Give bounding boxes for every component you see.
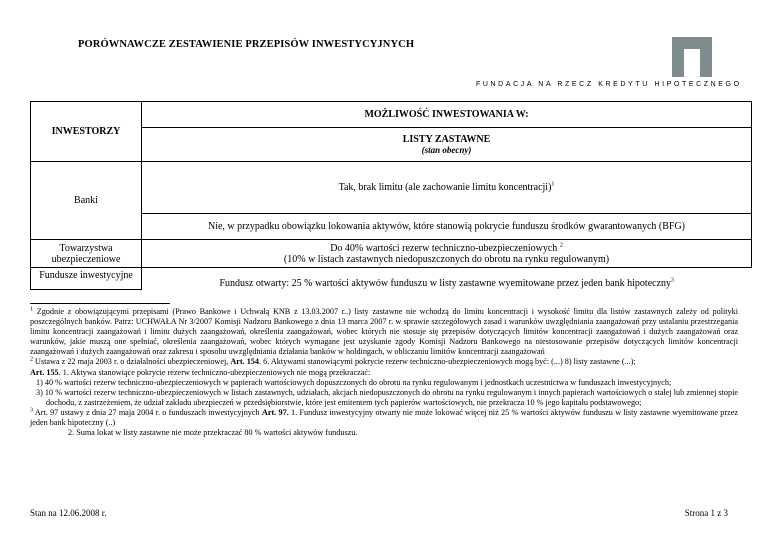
- footnote-ref-2: 2: [559, 242, 563, 249]
- row-banks-bfg-cell: [142, 214, 752, 240]
- row-banks-text: Tak, brak limitu (ale zachowanie limitu koncentracji): [338, 182, 552, 193]
- footnotes: [30, 307, 738, 438]
- footnote-3-item-2: 2. Suma lokat w listy zastawne nie może przekraczać 80 % wartości aktywów funduszu.: [68, 428, 358, 438]
- subheader-note: (stan obecny): [421, 145, 472, 155]
- subheader-cell: [142, 128, 752, 162]
- investor-banks-label: Banki: [74, 195, 98, 206]
- investor-banks: [31, 162, 142, 240]
- row-banks-bfg-text: Nie, w przypadku obowiązku lokowania aktywów, które stanowią pokrycie funduszu środków gwarantowanych (BFG): [207, 221, 685, 232]
- logo-icon: [672, 37, 712, 77]
- logo-text: FUNDACJA NA RZECZ KREDYTU HIPOTECZNEGO: [476, 81, 742, 88]
- footnote-ref-1: 1: [551, 181, 555, 188]
- col-header-possibility: MOŻLIWOŚĆ INWESTOWANIA W:: [142, 102, 752, 128]
- footnote-2-item-1: 1) 40 % wartości rezerw techniczno-ubezpieczeniowych w papierach wartościowych dopuszczonych do obrotu na rynku regulowanym i jednostkach uczestnictwa w funduszach inwestycyjnych;: [36, 377, 672, 387]
- row-banks-text-cell: [142, 162, 752, 214]
- footnote-separator: [30, 303, 170, 304]
- subheader: LISTY ZASTAWNE: [402, 134, 491, 145]
- investor-funds-label: Fundusze inwestycyjne: [39, 270, 133, 281]
- footnote-2-item-3: 3) 10 % wartości rezerw techniczno-ubezpieczeniowych w listach zastawnych, udziałach, akcjach niedopuszczonych do obrotu na rynku regulowanym i innych papierach wartościowych o stałej lub zmiennej stopie dochodu, z zastrzeżeniem, że udział zakładu ubezpieczeń w przedsiębiorstwie, które jest emitentem tych papierów wartościowych, nie przekracza 10 % jego kapitału podstawowego;: [36, 387, 738, 407]
- footer-page-number: Strona 1 z 3: [684, 508, 728, 518]
- row-insurers-text2: (10% w listach zastawnych niedopuszczonych do obrotu na rynku regulowanym): [283, 253, 610, 265]
- footnote-ref-3: 3: [671, 277, 675, 284]
- footnote-3: $^3$ Art. 97 ustawy z dnia 27 maja 2004 r. o funduszach inwestycyjnych Art. 97. 1. Fundusz inwestycyjny otwarty nie może lokować więcej niż 25 % wartości aktywów funduszu w listy zastawne wyemitowane przez jeden bank hipoteczny (..): [30, 407, 738, 428]
- investor-funds: [31, 268, 142, 290]
- row-insurers-text: Do 40% wartości rezerw techniczno-ubezpieczeniowych: [330, 242, 558, 254]
- investor-insurers-label: Towarzystwa ubezpieczeniowe: [51, 242, 121, 265]
- footnote-1: $^1$ Zgodnie z obowiązującymi przepisami (Prawo Bankowe i Uchwałą KNB z 13.03.2007 r..) listy zastawne nie wchodzą do limitu koncentracji i wysokość limitu dla listów zastawnych zależy od polityki poszczególnych banków. Patrz: UCHWAŁA Nr 3/2007 Komisji Nadzoru Bankowego z dnia 13 marca 2007 r. w sprawie szczegółowych zasad i warunków uwzględniania zaangażowań przy ustalaniu przestrzegania limitu koncentracji zaangażowań i limitu dużych zaangażowań, określenia zaangażowań, wobec których nie stosuje się przepisów dotyczących limitów koncentracji zaangażowań i dużych zaangażowań oraz warunków, jakie muszą one spełniać, określenia zaangażowań, wobec których wymagane jest uzyskanie zgody Komisji Nadzoru Bankowego na niestosowanie przepisów dotyczących limitów koncentracji zaangażowań i dużych zaangażowań oraz zakresu i sposobu uwzględniania działania banków w holdingach, w obliczaniu limitów koncentracji zaangażowań: [30, 306, 739, 357]
- page-title: PORÓWNAWCZE ZESTAWIENIE PRZEPISÓW INWESTYCYJNYCH: [78, 39, 415, 50]
- row-insurers-cell: [142, 240, 752, 268]
- footer-date: Stan na 12.06.2008 r.: [30, 508, 107, 518]
- row-funds-cell: [142, 268, 752, 290]
- row-funds-text: Fundusz otwarty: 25 % wartości aktywów funduszu w listy zastawne wyemitowane przez jeden bank hipoteczny: [219, 277, 672, 289]
- investor-insurers: [31, 240, 142, 268]
- col-header-investors: INWESTORZY: [31, 102, 142, 162]
- investment-table: [30, 101, 752, 290]
- footnote-2: $^2$ Ustawa z 22 maja 2003 r. o działalności ubezpieczeniowej, Art. 154. 6. Aktywami stanowiącymi pokrycie rezerw techniczno-ubezpieczeniowych mogą być: (...) 8) listy zastawne (...); Art. 155. 1. Aktywa stanowiące pokrycie rezerw techniczno-ubezpieczeniowych nie mogą przekraczać:: [30, 356, 636, 377]
